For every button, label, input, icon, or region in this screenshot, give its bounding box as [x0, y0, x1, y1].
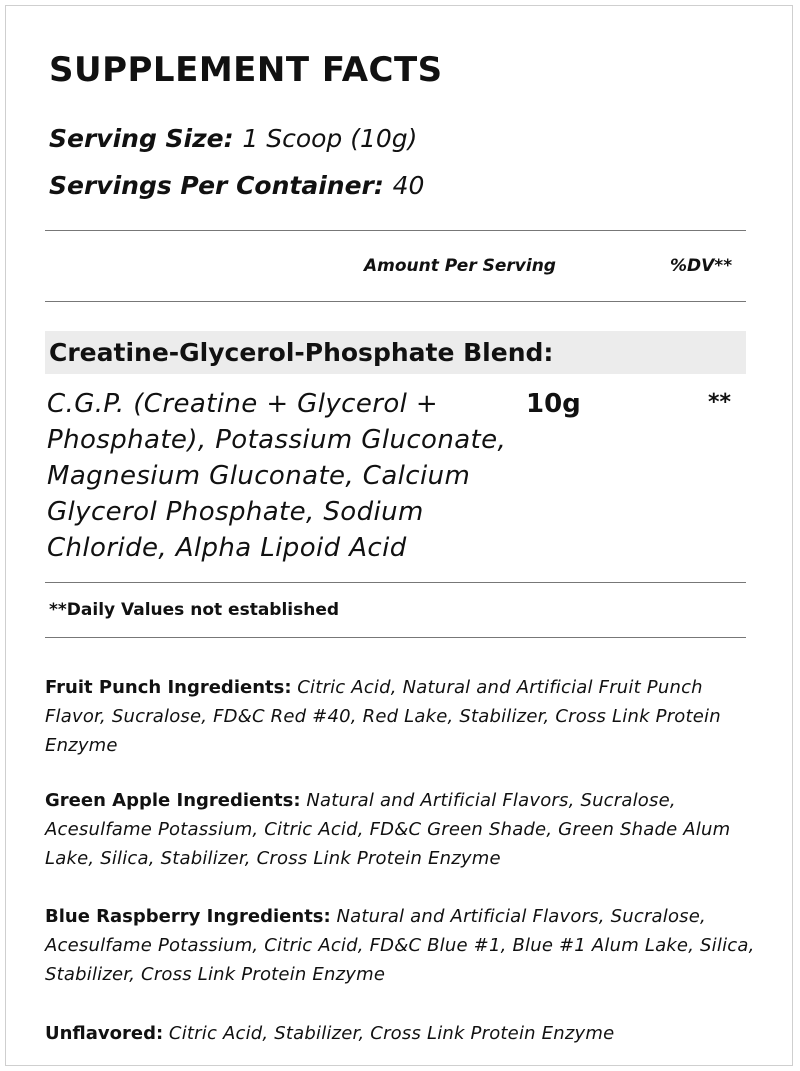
facts-title: SUPPLEMENT FACTS [49, 50, 443, 90]
ingredients-label: Blue Raspberry Ingredients: [45, 906, 331, 927]
blend-name: Creatine-Glycerol-Phosphate Blend: [49, 338, 554, 367]
ingredients-text: Natural and Artificial Flavors, Sucralose, Acesulfame Potassium, Citric Acid, FD&C Blue #1, Blue #1 Alum Lake, Silica, Stabilizer, Cross Link Protein Enzyme [45, 906, 755, 985]
divider [45, 582, 746, 583]
ingredients-unflavored [45, 1019, 765, 1048]
ingredients-label: Unflavored: [45, 1023, 164, 1044]
blend-daily-value: ** [708, 390, 732, 415]
daily-values-footnote: **Daily Values not established [49, 600, 340, 620]
serving-size-value: 1 Scoop (10g) [242, 124, 418, 153]
servings-per-container-value: 40 [392, 171, 425, 200]
ingredients-label: Green Apple Ingredients: [45, 790, 301, 811]
divider [45, 301, 746, 302]
ingredients-text: Natural and Artificial Flavors, Sucralose, Acesulfame Potassium, Citric Acid, FD&C Green Shade, Green Shade Alum Lake, Silica, Stabilizer, Cross Link Protein Enzyme [45, 790, 731, 869]
servings-per-container [49, 170, 424, 202]
ingredients-fruit-punch [45, 673, 765, 760]
ingredients-blue-raspberry [45, 902, 765, 989]
divider [45, 230, 746, 231]
ingredients-label: Fruit Punch Ingredients: [45, 677, 292, 698]
ingredients-text: Citric Acid, Natural and Artificial Fruit Punch Flavor, Sucralose, FD&C Red #40, Red Lake, Stabilizer, Cross Link Protein Enzyme [45, 677, 721, 756]
ingredients-text: Citric Acid, Stabilizer, Cross Link Protein Enzyme [168, 1023, 615, 1044]
blend-amount: 10g [526, 389, 581, 419]
servings-per-container-label: Servings Per Container: [49, 171, 384, 200]
amount-per-serving-header: Amount Per Serving [364, 256, 556, 276]
serving-size-label: Serving Size: [49, 124, 234, 153]
serving-size [49, 123, 417, 155]
daily-value-header: %DV** [670, 256, 733, 276]
divider [45, 637, 746, 638]
ingredients-green-apple [45, 786, 765, 873]
blend-description: C.G.P. (Creatine + Glycerol + Phosphate), Potassium Gluconate, Magnesium Gluconate, Calcium Glycerol Phosphate, Sodium Chloride, Alpha Lipoid Acid [47, 389, 507, 563]
